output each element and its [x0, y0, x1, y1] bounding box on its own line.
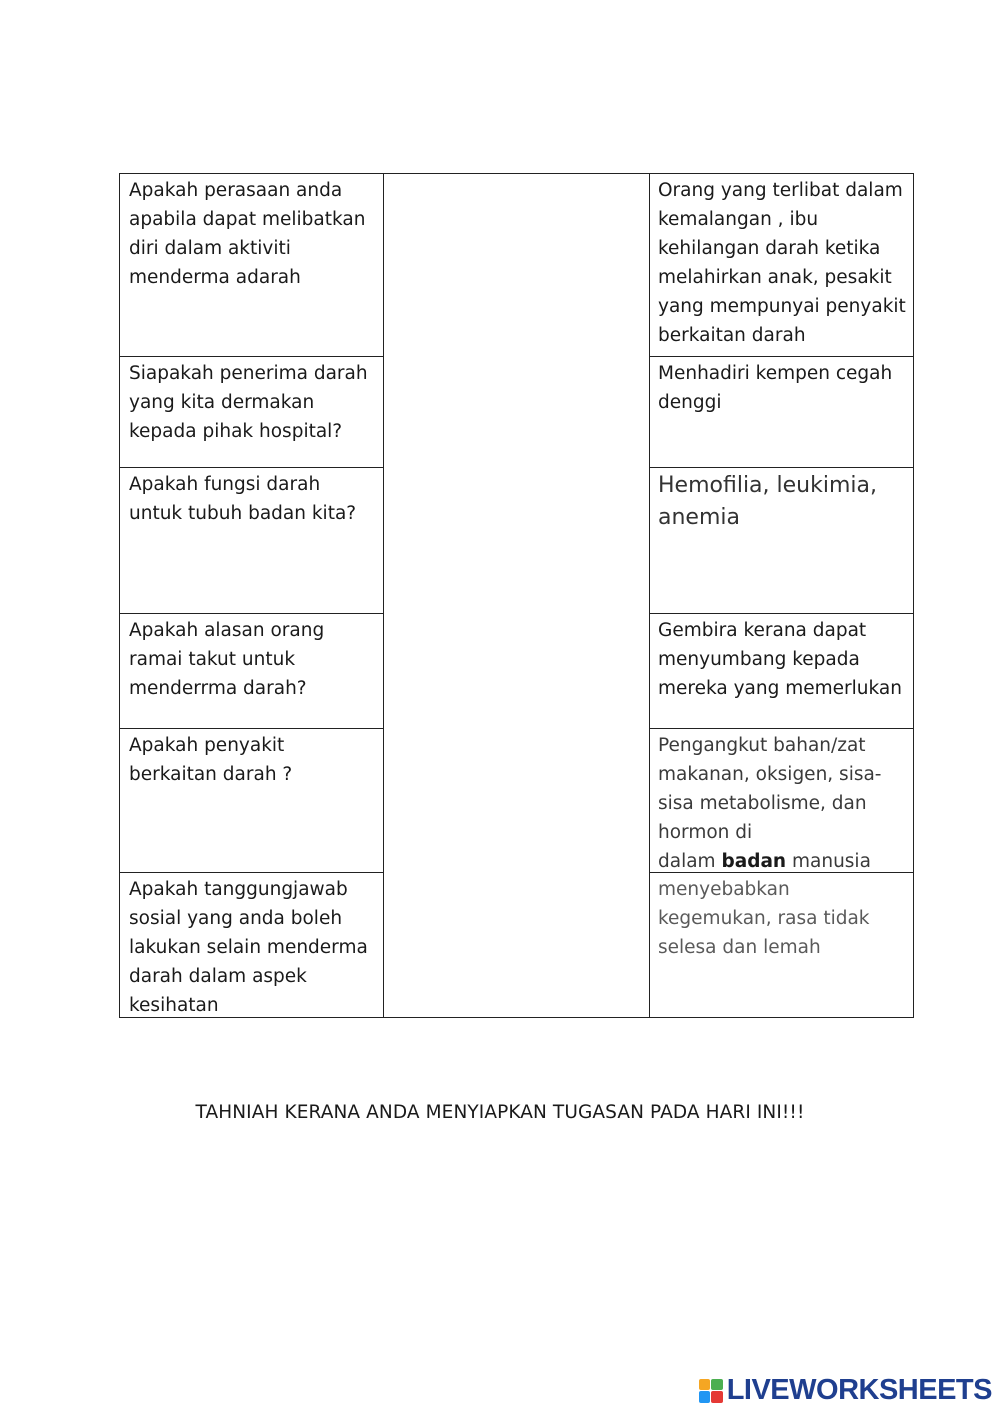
answer-text: Pengangkut bahan/zat makanan, oksigen, sisa-sisa metabolisme, dan hormon di: [658, 735, 882, 843]
answer-cell[interactable]: Menhadiri kempen cegah denggi: [649, 356, 914, 468]
question-cell[interactable]: Siapakah penerima darah yang kita dermakan kepada pihak hospital?: [119, 356, 384, 468]
question-cell[interactable]: Apakah tanggungjawab sosial yang anda boleh lakukan selain menderma darah dalam aspek kesihatan: [119, 872, 384, 1018]
liveworksheets-logo-icon: [699, 1379, 723, 1403]
congratulation-message: TAHNIAH KERANA ANDA MENYIAPKAN TUGASAN PADA HARI INI!!!: [195, 1102, 805, 1123]
liveworksheets-brand: [699, 1374, 992, 1407]
matching-area: [384, 173, 649, 1018]
question-cell[interactable]: Apakah alasan orang ramai takut untuk menderrma darah?: [119, 613, 384, 729]
answer-cell[interactable]: Orang yang terlibat dalam kemalangan , ibu kehilangan darah ketika melahirkan anak, pesakit yang mempunyai penyakit berkaitan darah: [649, 173, 914, 357]
question-cell[interactable]: Apakah fungsi darah untuk tubuh badan kita?: [119, 467, 384, 614]
answer-cell[interactable]: Gembira kerana dapat menyumbang kepada mereka yang memerlukan: [649, 613, 914, 729]
answer-cell[interactable]: menyebabkan kegemukan, rasa tidak selesa dan lemah: [649, 872, 914, 1018]
brand-name: LIVEWORKSHEETS: [726, 1374, 992, 1406]
answer-bold-word: badan: [721, 851, 787, 872]
answer-text: manusia: [791, 851, 871, 872]
answer-text: dalam: [658, 851, 716, 872]
answer-cell[interactable]: Hemofilia, leukimia, anemia: [649, 467, 914, 614]
answer-cell[interactable]: [649, 728, 914, 873]
question-cell[interactable]: Apakah penyakit berkaitan darah ?: [119, 728, 384, 873]
question-cell[interactable]: Apakah perasaan anda apabila dapat melibatkan diri dalam aktiviti menderma adarah: [119, 173, 384, 357]
